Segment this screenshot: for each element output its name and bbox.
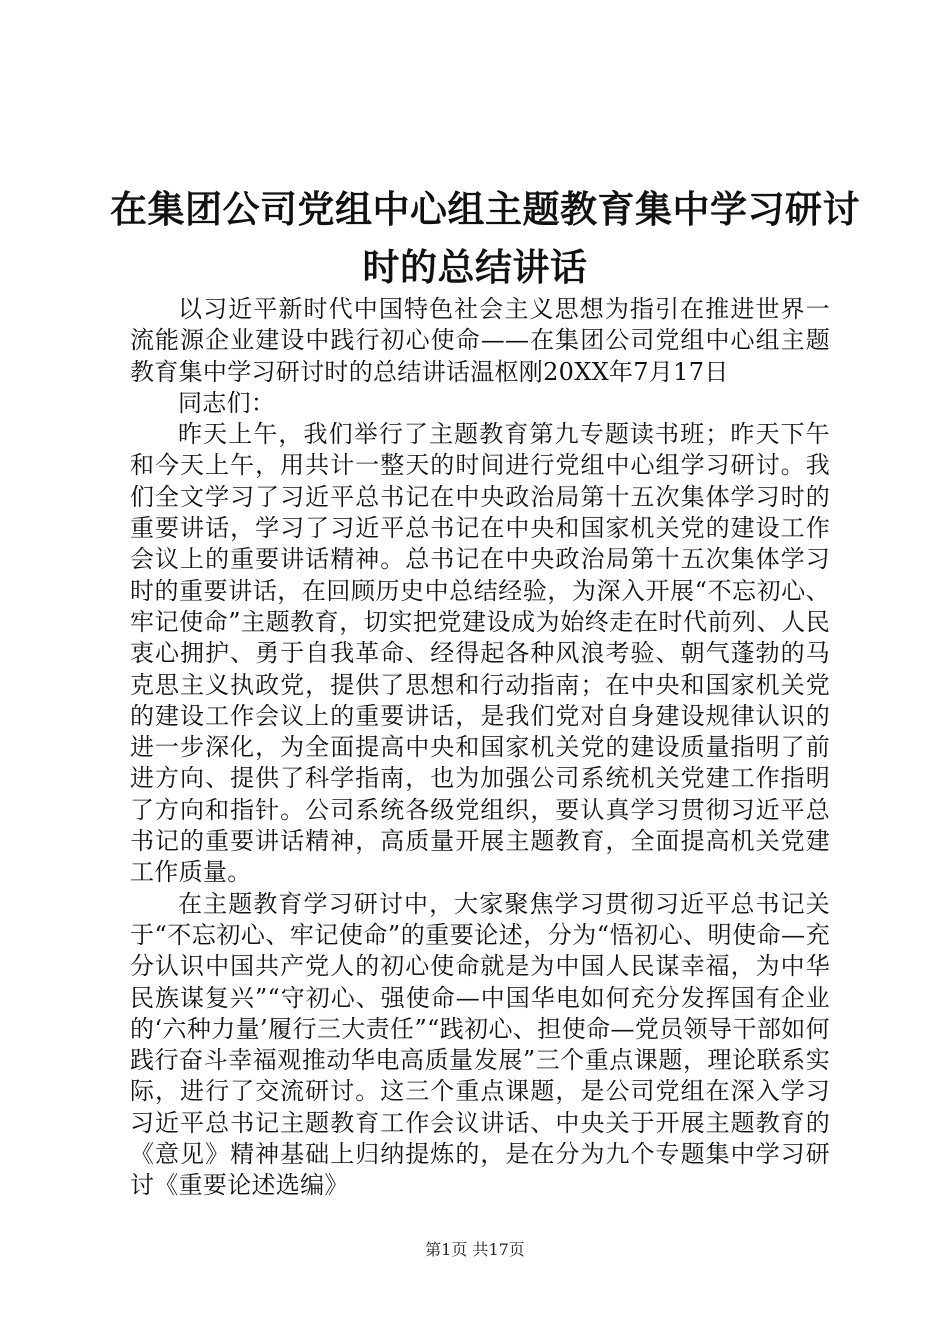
salutation-paragraph: 同志们： <box>178 388 276 417</box>
subtitle-paragraph: 以习近平新时代中国特色社会主义思想为指引在推进世界一流能源企业建设中践行初心使命——在集团公司党组中心组主题教育集中学习研讨时的总结讲话温枢刚20XX年7月17日 <box>130 295 830 386</box>
page-number-footer: 第1页 共17页 <box>425 1240 525 1259</box>
body-paragraph: 昨天上午，我们举行了主题教育第九专题读书班；昨天下午和今天上午，用共计一整天的时间进行党组中心组学习研讨。我们全文学习了习近平总书记在中央政治局第十五次集体学习时的重要讲话，学习了习近平总书记在中央和国家机关党的建设工作会议上的重要讲话精神。总书记在中央政治局第十五次集体学习时的重要讲话，在回顾历史中总结经验，为深入开展“不忘初心、牢记使命”主题教育，切实把党建设成为始终走在时代前列、人民衷心拥护、勇于自我革命、经得起各种风浪考验、朝气蓬勃的马克思主义执政党，提供了思想和行动指南；在中央和国家机关党的建设工作会议上的重要讲话，是我们党对自身建设规律认识的进一步深化，为全面提高中央和国家机关党的建设质量指明了前进方向、提供了科学指南，也为加强公司系统机关党建工作指明了方向和指针。公司系统各级党组织，要认真学习贯彻习近平总书记的重要讲话精神，高质量开展主题教育，全面提高机关党建工作质量。 <box>130 420 830 887</box>
document-title-line-1: 在集团公司党组中心组主题教育集中学习研讨 <box>110 188 860 231</box>
document-title-line-2: 时的总结讲话 <box>362 246 588 289</box>
document-body <box>130 294 830 1202</box>
body-paragraph: 在主题教育学习研讨中，大家聚焦学习贯彻习近平总书记关于“不忘初心、牢记使命”的重要论述，分为“悟初心、明使命—充分认识中国共产党人的初心使命就是为中国人民谋幸福，为中华民族谋复兴”“守初心、强使命—中国华电如何充分发挥国有企业的‘六种力量’履行三大责任”“践初心、担使命—党员领导干部如何践行奋斗幸福观推动华电高质量发展”三个重点课题，理论联系实际，进行了交流研讨。这三个重点课题，是公司党组在深入学习习近平总书记主题教育工作会议讲话、中央关于开展主题教育的《意见》精神基础上归纳提炼的，是在分为九个专题集中学习研讨《重要论述选编》 <box>130 889 830 1200</box>
